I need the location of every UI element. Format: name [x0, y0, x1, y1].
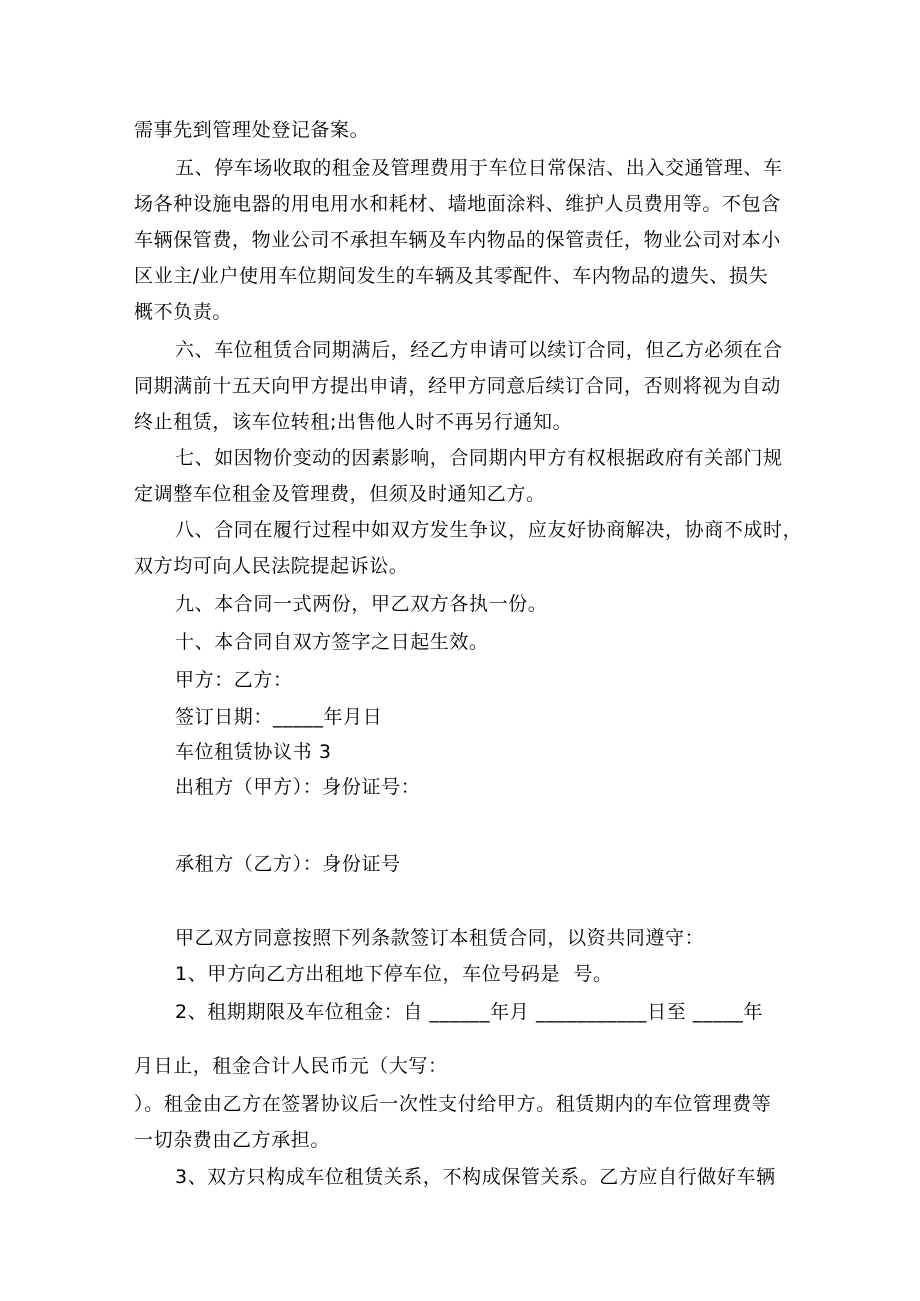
- signing-date: 签订日期：_____年月日: [175, 706, 383, 728]
- clause-9-line: 九、本合同一式两份，甲乙双方各执一份。: [175, 593, 548, 615]
- clause-6-line: 六、车位租赁合同期满后，经乙方申请可以续订合同，但乙方必须在合: [175, 339, 783, 361]
- text-line: 需事先到管理处登记备案。: [134, 119, 370, 141]
- text-line: 概不负责。: [134, 301, 233, 323]
- text-line: 定调整车位租金及管理费，但须及时通知乙方。: [134, 483, 546, 505]
- section-title: 车位租赁协议书 3: [175, 741, 332, 763]
- clause-5-line: 五、停车场收取的租金及管理费用于车位日常保洁、出入交通管理、车: [175, 157, 783, 179]
- term-1: 1、甲方向乙方出租地下停车位，车位号码是 号。: [175, 963, 613, 985]
- text-line: 一切杂费由乙方承担。: [134, 1129, 331, 1151]
- signature-parties: 甲方：乙方：: [175, 669, 293, 691]
- clause-10-line: 十、本合同自双方签字之日起生效。: [175, 631, 489, 653]
- text-line: 场各种设施电器的用电用水和耗材、墙地面涂料、维护人员费用等。不包含: [134, 193, 781, 215]
- lessor-line: 出租方（甲方）：身份证号：: [175, 776, 421, 798]
- text-line: 双方均可向人民法院提起诉讼。: [134, 555, 409, 577]
- text-line: 月日止，租金合计人民币元（大写：: [134, 1055, 448, 1077]
- text-line: 同期满前十五天向甲方提出申请，经甲方同意后续订合同，否则将视为自动: [134, 375, 781, 397]
- lessee-line: 承租方（乙方）：身份证号: [175, 853, 401, 875]
- clause-8-line: 八、合同在履行过程中如双方发生争议，应友好协商解决，协商不成时，: [175, 519, 803, 541]
- text-line: ）。租金由乙方在签署协议后一次性支付给甲方。租赁期内的车位管理费等: [134, 1093, 772, 1115]
- text-line: 区业主/业户使用车位期间发生的车辆及其零配件、车内物品的遗失、损失: [134, 265, 769, 287]
- clause-7-line: 七、如因物价变动的因素影响，合同期内甲方有权根据政府有关部门规: [175, 447, 783, 469]
- agreement-intro: 甲乙双方同意按照下列条款签订本租赁合同，以资共同遵守：: [175, 927, 705, 949]
- text-line: 终止租赁，该车位转租;出售他人时不再另行通知。: [134, 411, 573, 433]
- text-line: 车辆保管费，物业公司不承担车辆及车内物品的保管责任，物业公司对本小: [134, 229, 781, 251]
- term-3: 3、双方只构成车位租赁关系，不构成保管关系。乙方应自行做好车辆: [175, 1166, 776, 1188]
- term-2: 2、租期期限及车位租金：自 ______年月 ___________日至 _____年: [175, 1001, 764, 1023]
